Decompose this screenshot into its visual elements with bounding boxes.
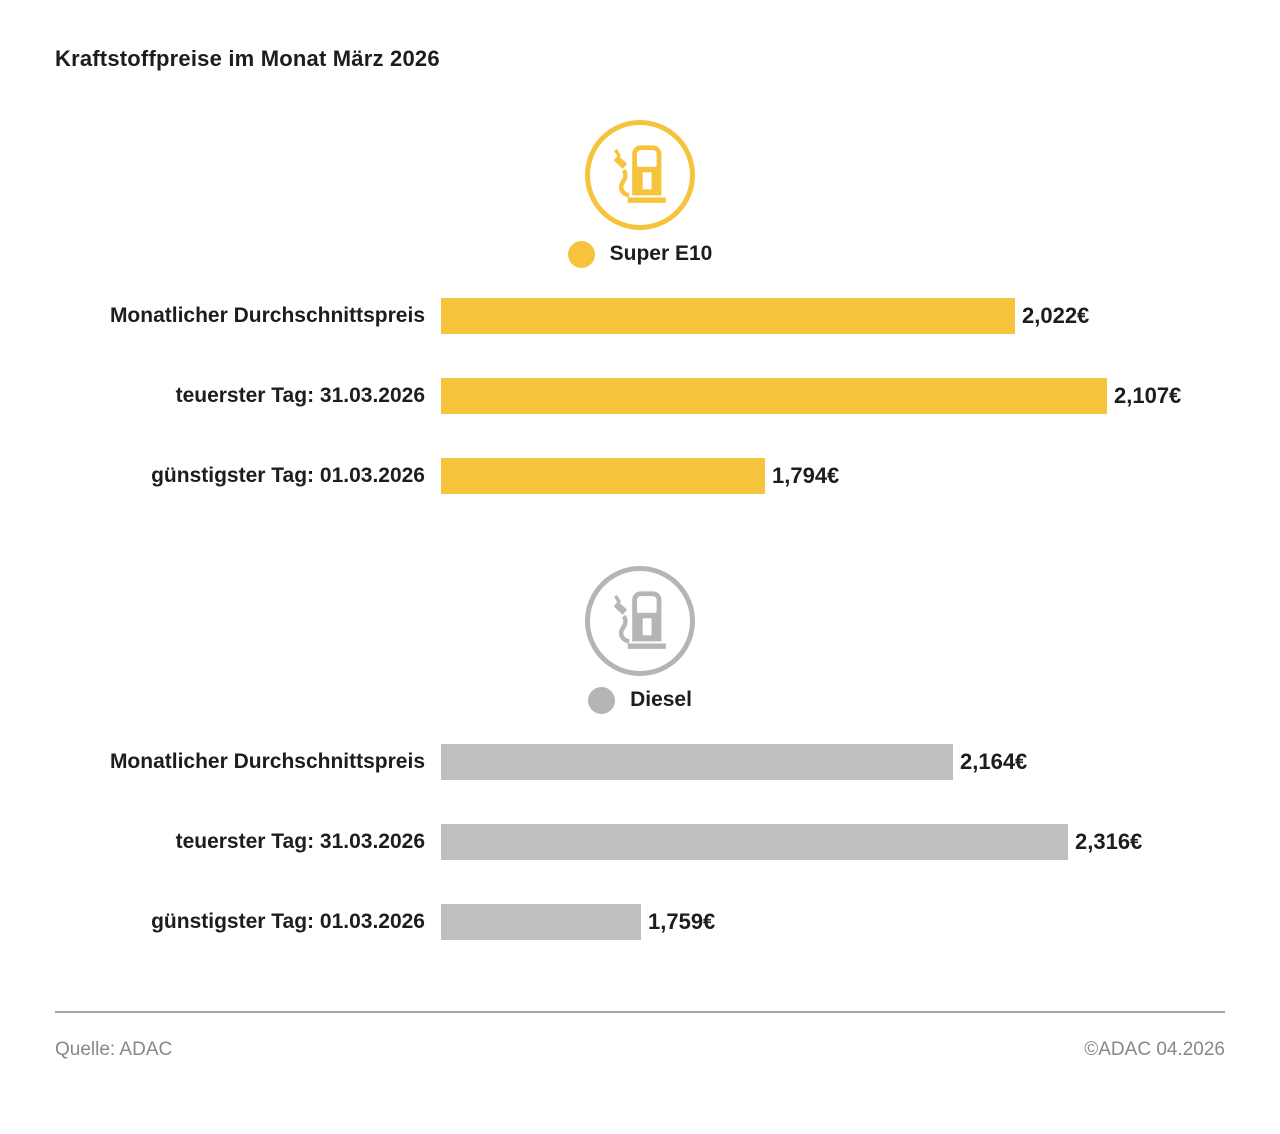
bar-value: 1,794€ xyxy=(772,463,840,488)
chart-title: Kraftstoffpreise im Monat März 2026 xyxy=(55,46,440,71)
legend-diesel xyxy=(55,686,1225,714)
bar-row-super-cheapest xyxy=(55,458,1225,494)
legend-dot-super-e10 xyxy=(568,241,595,268)
bar-row-super-most-expensive xyxy=(55,378,1225,414)
bar-group-super-e10 xyxy=(55,298,1225,494)
bar-label: teuerster Tag: 31.03.2026 xyxy=(175,384,425,408)
bar-label: teuerster Tag: 31.03.2026 xyxy=(175,830,425,854)
bar-label: Monatlicher Durchschnittspreis xyxy=(109,750,425,774)
bar-value: 2,164€ xyxy=(960,749,1028,774)
bar-label: günstigster Tag: 01.03.2026 xyxy=(151,464,425,488)
fuel-pump-glyph xyxy=(606,587,674,655)
footer-divider xyxy=(55,1011,1225,1013)
bar-diesel-average xyxy=(441,744,953,780)
bar-super-average xyxy=(441,298,1015,334)
section-diesel xyxy=(55,566,1225,940)
bar-super-most-expensive xyxy=(441,378,1107,414)
bar-row-diesel-most-expensive xyxy=(55,824,1225,860)
source-note: Quelle: ADAC xyxy=(55,1039,173,1060)
footer xyxy=(55,1011,1225,1062)
bar-row-diesel-cheapest xyxy=(55,904,1225,940)
bar-value: 2,107€ xyxy=(1114,383,1182,408)
bar-group-diesel xyxy=(55,744,1225,940)
bar-super-cheapest xyxy=(441,458,765,494)
bar-row-diesel-average xyxy=(55,744,1225,780)
fuel-pump-icon xyxy=(585,566,695,676)
legend-dot-diesel xyxy=(588,687,615,714)
section-super-e10 xyxy=(55,120,1225,494)
legend-super-e10 xyxy=(55,240,1225,268)
legend-label-super-e10: Super E10 xyxy=(609,242,713,265)
bar-label: Monatlicher Durchschnittspreis xyxy=(109,304,425,328)
bar-value: 2,316€ xyxy=(1075,829,1143,854)
copyright-note: ©ADAC 04.2026 xyxy=(1084,1039,1225,1060)
fuel-pump-icon xyxy=(585,120,695,230)
bar-value: 1,759€ xyxy=(648,909,716,934)
bar-diesel-cheapest xyxy=(441,904,641,940)
bar-label: günstigster Tag: 01.03.2026 xyxy=(151,910,425,934)
legend-label-diesel: Diesel xyxy=(630,688,692,711)
bar-value: 2,022€ xyxy=(1022,303,1090,328)
fuel-pump-glyph xyxy=(606,141,674,209)
bar-row-super-average xyxy=(55,298,1225,334)
bar-diesel-most-expensive xyxy=(441,824,1068,860)
